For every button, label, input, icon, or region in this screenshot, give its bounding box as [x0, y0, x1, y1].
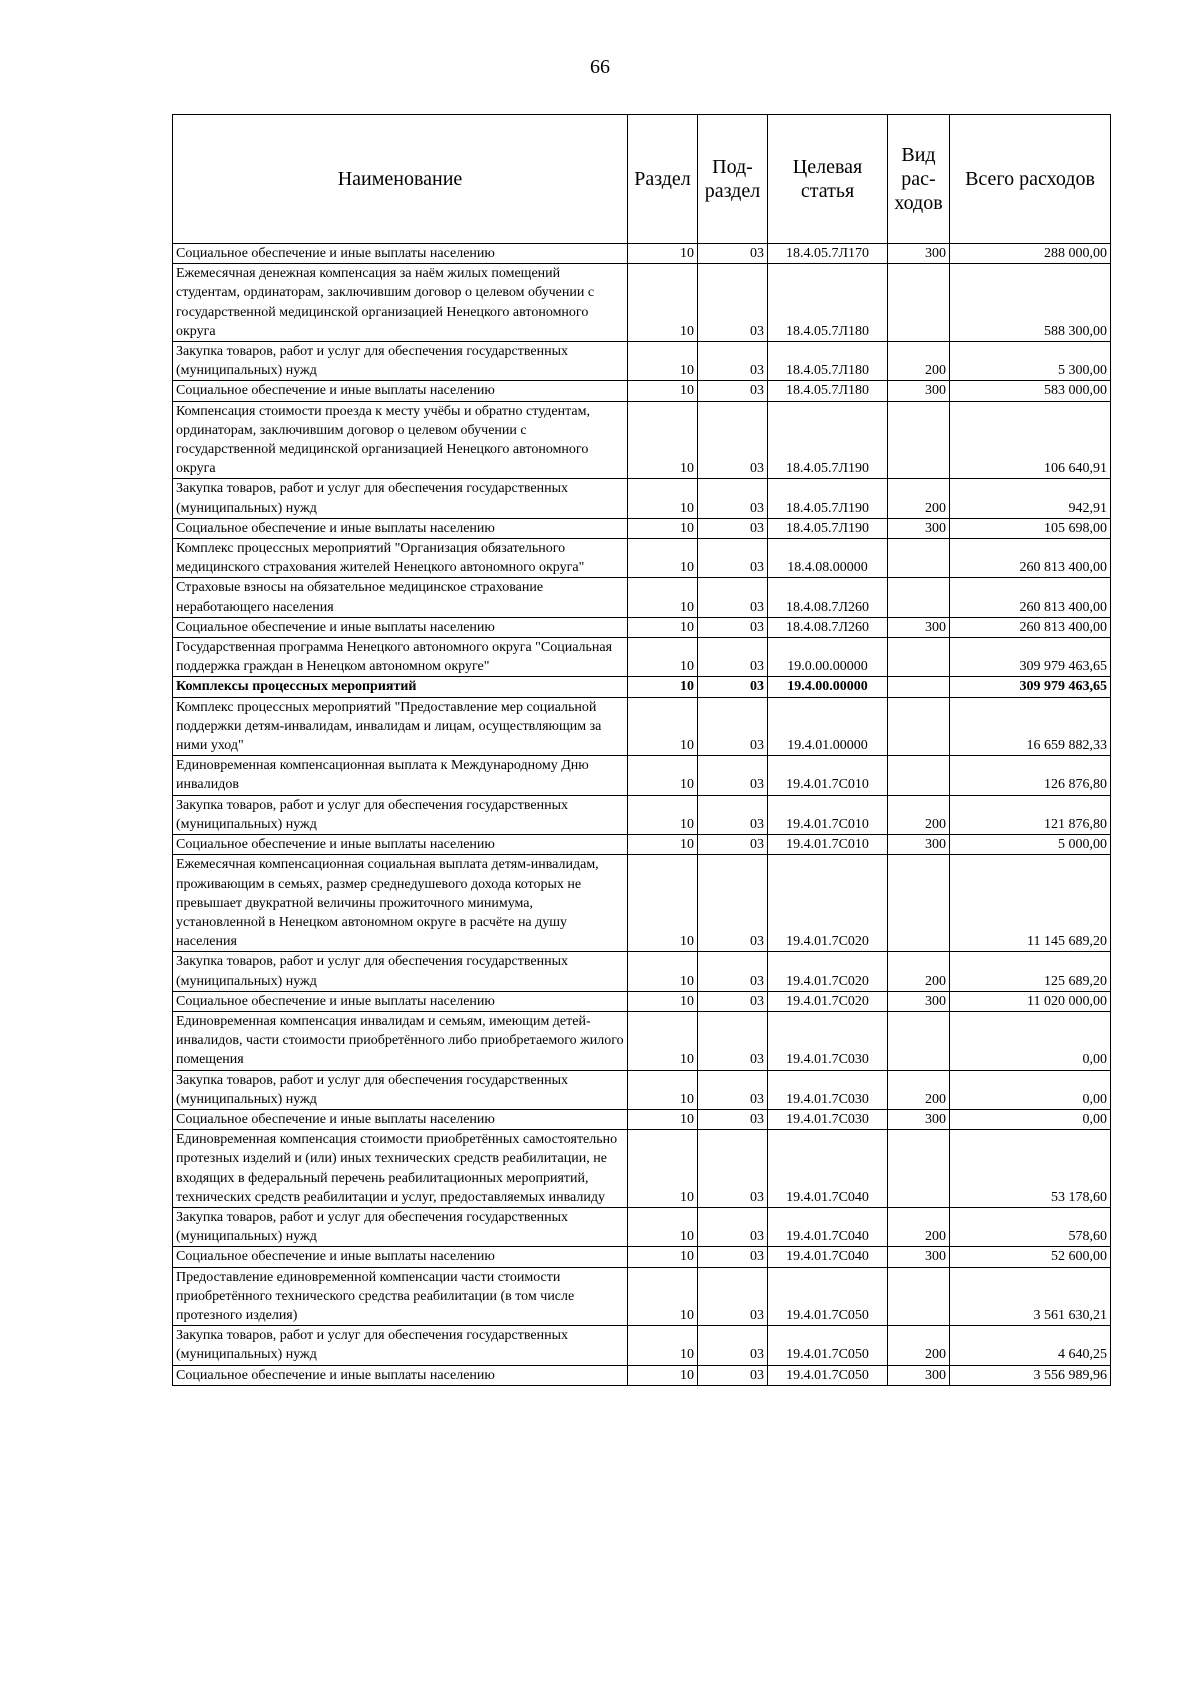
cell-subsection: 03	[698, 1365, 768, 1385]
table-row	[173, 952, 1111, 991]
cell-section: 10	[628, 1130, 698, 1208]
cell-section: 10	[628, 756, 698, 795]
cell-subsection: 03	[698, 578, 768, 617]
cell-name: Социальное обеспечение и иные выплаты населению	[173, 518, 628, 538]
cell-kind: 300	[888, 518, 950, 538]
cell-section: 10	[628, 518, 698, 538]
cell-target: 18.4.05.7Л180	[768, 264, 888, 342]
cell-target: 19.4.01.7С020	[768, 855, 888, 952]
table-body	[173, 244, 1111, 1386]
cell-subsection: 03	[698, 677, 768, 697]
table-row	[173, 342, 1111, 381]
cell-total: 288 000,00	[950, 244, 1111, 264]
cell-subsection: 03	[698, 638, 768, 677]
cell-name: Предоставление единовременной компенсации части стоимости приобретённого технического средства реабилитации (в том числе протезного изделия)	[173, 1267, 628, 1326]
cell-name: Страховые взносы на обязательное медицинское страхование неработающего населения	[173, 578, 628, 617]
cell-total: 3 561 630,21	[950, 1267, 1111, 1326]
cell-name: Закупка товаров, работ и услуг для обеспечения государственных (муниципальных) нужд	[173, 795, 628, 834]
cell-subsection: 03	[698, 539, 768, 578]
cell-subsection: 03	[698, 1130, 768, 1208]
cell-section: 10	[628, 1267, 698, 1326]
cell-section: 10	[628, 1326, 698, 1365]
cell-subsection: 03	[698, 381, 768, 401]
cell-subsection: 03	[698, 1109, 768, 1129]
cell-kind	[888, 1011, 950, 1070]
table-row	[173, 1207, 1111, 1246]
cell-target: 19.4.01.00000	[768, 697, 888, 756]
cell-name: Комплекс процессных мероприятий "Предоставление мер социальной поддержки детям-инвалидам, инвалидам и лицам, осуществляющим за ними уход"	[173, 697, 628, 756]
header-kind	[888, 115, 950, 244]
cell-name: Компенсация стоимости проезда к месту учёбы и обратно студентам, ординаторам, заключившим договор о целевом обучении с государственной медицинской организацией Ненецкого автономного округа	[173, 401, 628, 479]
table-row	[173, 401, 1111, 479]
cell-target: 19.4.01.7С040	[768, 1207, 888, 1246]
table-row	[173, 756, 1111, 795]
cell-kind	[888, 638, 950, 677]
cell-kind	[888, 1267, 950, 1326]
table-row	[173, 1326, 1111, 1365]
cell-kind: 300	[888, 244, 950, 264]
header-kind-text: Вид рас- ходов	[894, 144, 943, 214]
cell-section: 10	[628, 539, 698, 578]
cell-name: Социальное обеспечение и иные выплаты населению	[173, 1109, 628, 1129]
cell-target: 19.0.00.00000	[768, 638, 888, 677]
table-row	[173, 835, 1111, 855]
cell-name: Социальное обеспечение и иные выплаты населению	[173, 835, 628, 855]
cell-subsection: 03	[698, 835, 768, 855]
cell-name: Комплекс процессных мероприятий "Организация обязательного медицинского страхования жителей Ненецкого автономного округа"	[173, 539, 628, 578]
cell-total: 11 020 000,00	[950, 991, 1111, 1011]
cell-section: 10	[628, 677, 698, 697]
cell-name: Социальное обеспечение и иные выплаты населению	[173, 991, 628, 1011]
cell-target: 19.4.01.7С010	[768, 795, 888, 834]
cell-total: 11 145 689,20	[950, 855, 1111, 952]
table-row	[173, 991, 1111, 1011]
table-row	[173, 264, 1111, 342]
cell-kind: 300	[888, 381, 950, 401]
cell-target: 19.4.01.7С020	[768, 952, 888, 991]
cell-section: 10	[628, 1109, 698, 1129]
cell-target: 19.4.01.7С030	[768, 1011, 888, 1070]
table-row	[173, 855, 1111, 952]
cell-target: 18.4.05.7Л180	[768, 381, 888, 401]
table-row	[173, 244, 1111, 264]
cell-kind: 200	[888, 1326, 950, 1365]
cell-kind	[888, 855, 950, 952]
cell-subsection: 03	[698, 342, 768, 381]
cell-name: Социальное обеспечение и иные выплаты населению	[173, 1247, 628, 1267]
header-name: Наименование	[173, 115, 628, 244]
cell-kind	[888, 539, 950, 578]
cell-name: Закупка товаров, работ и услуг для обеспечения государственных (муниципальных) нужд	[173, 1326, 628, 1365]
cell-total: 0,00	[950, 1109, 1111, 1129]
table-row	[173, 1247, 1111, 1267]
cell-section: 10	[628, 991, 698, 1011]
table-row	[173, 677, 1111, 697]
cell-target: 18.4.05.7Л190	[768, 401, 888, 479]
cell-total: 578,60	[950, 1207, 1111, 1246]
cell-subsection: 03	[698, 401, 768, 479]
cell-kind	[888, 264, 950, 342]
cell-target: 19.4.01.7С050	[768, 1326, 888, 1365]
header-total: Всего расходов	[950, 115, 1111, 244]
cell-section: 10	[628, 1365, 698, 1385]
cell-kind: 300	[888, 835, 950, 855]
cell-subsection: 03	[698, 1070, 768, 1109]
cell-name: Закупка товаров, работ и услуг для обеспечения государственных (муниципальных) нужд	[173, 952, 628, 991]
cell-total: 309 979 463,65	[950, 677, 1111, 697]
cell-subsection: 03	[698, 518, 768, 538]
table-row	[173, 1267, 1111, 1326]
table-row	[173, 1130, 1111, 1208]
cell-kind: 200	[888, 1207, 950, 1246]
cell-subsection: 03	[698, 244, 768, 264]
cell-section: 10	[628, 264, 698, 342]
cell-total: 16 659 882,33	[950, 697, 1111, 756]
cell-name: Закупка товаров, работ и услуг для обеспечения государственных (муниципальных) нужд	[173, 342, 628, 381]
cell-total: 5 000,00	[950, 835, 1111, 855]
cell-target: 19.4.01.7С050	[768, 1365, 888, 1385]
cell-section: 10	[628, 617, 698, 637]
cell-name: Закупка товаров, работ и услуг для обеспечения государственных (муниципальных) нужд	[173, 1070, 628, 1109]
cell-target: 18.4.05.7Л190	[768, 518, 888, 538]
cell-section: 10	[628, 479, 698, 518]
cell-name: Социальное обеспечение и иные выплаты населению	[173, 244, 628, 264]
cell-total: 260 813 400,00	[950, 578, 1111, 617]
cell-total: 5 300,00	[950, 342, 1111, 381]
cell-total: 105 698,00	[950, 518, 1111, 538]
cell-total: 260 813 400,00	[950, 617, 1111, 637]
cell-name: Социальное обеспечение и иные выплаты населению	[173, 1365, 628, 1385]
cell-subsection: 03	[698, 795, 768, 834]
cell-subsection: 03	[698, 855, 768, 952]
cell-section: 10	[628, 795, 698, 834]
table-row	[173, 795, 1111, 834]
cell-total: 0,00	[950, 1011, 1111, 1070]
cell-kind	[888, 697, 950, 756]
cell-kind: 300	[888, 617, 950, 637]
cell-target: 19.4.01.7С050	[768, 1267, 888, 1326]
cell-total: 3 556 989,96	[950, 1365, 1111, 1385]
table-row	[173, 1365, 1111, 1385]
cell-total: 583 000,00	[950, 381, 1111, 401]
table-row	[173, 381, 1111, 401]
cell-kind: 200	[888, 479, 950, 518]
cell-kind: 200	[888, 952, 950, 991]
cell-total: 260 813 400,00	[950, 539, 1111, 578]
cell-subsection: 03	[698, 1207, 768, 1246]
cell-subsection: 03	[698, 479, 768, 518]
table-row	[173, 578, 1111, 617]
cell-subsection: 03	[698, 1267, 768, 1326]
cell-subsection: 03	[698, 991, 768, 1011]
cell-target: 19.4.01.7С040	[768, 1130, 888, 1208]
table-row	[173, 617, 1111, 637]
cell-kind: 300	[888, 1109, 950, 1129]
table-row	[173, 1011, 1111, 1070]
cell-subsection: 03	[698, 1326, 768, 1365]
table-row	[173, 539, 1111, 578]
cell-total: 942,91	[950, 479, 1111, 518]
cell-target: 19.4.01.7С010	[768, 835, 888, 855]
cell-subsection: 03	[698, 264, 768, 342]
cell-target: 18.4.05.7Л170	[768, 244, 888, 264]
cell-subsection: 03	[698, 952, 768, 991]
cell-section: 10	[628, 855, 698, 952]
cell-total: 588 300,00	[950, 264, 1111, 342]
cell-name: Социальное обеспечение и иные выплаты населению	[173, 617, 628, 637]
cell-section: 10	[628, 835, 698, 855]
header-section: Раздел	[628, 115, 698, 244]
cell-target: 19.4.01.7С020	[768, 991, 888, 1011]
cell-name: Ежемесячная денежная компенсация за наём жилых помещений студентам, ординаторам, заключившим договор о целевом обучении с государственной медицинской организацией Ненецкого автономного округа	[173, 264, 628, 342]
budget-table	[172, 114, 1111, 1386]
table-row	[173, 479, 1111, 518]
cell-name: Единовременная компенсация стоимости приобретённых самостоятельно протезных изделий и (или) иных технических средств реабилитации, не входящих в федеральный перечень реабилитационных мероприятий, технических средств реабилитации и услуг, предоставляемых инвалиду	[173, 1130, 628, 1208]
cell-target: 18.4.08.00000	[768, 539, 888, 578]
cell-section: 10	[628, 1247, 698, 1267]
cell-target: 18.4.08.7Л260	[768, 617, 888, 637]
cell-name: Комплексы процессных мероприятий	[173, 677, 628, 697]
cell-section: 10	[628, 401, 698, 479]
header-subsection	[698, 115, 768, 244]
cell-total: 106 640,91	[950, 401, 1111, 479]
cell-target: 19.4.01.7С040	[768, 1247, 888, 1267]
cell-section: 10	[628, 381, 698, 401]
cell-kind: 200	[888, 342, 950, 381]
cell-target: 19.4.01.7С030	[768, 1070, 888, 1109]
cell-section: 10	[628, 1011, 698, 1070]
cell-subsection: 03	[698, 1247, 768, 1267]
cell-total: 52 600,00	[950, 1247, 1111, 1267]
cell-section: 10	[628, 697, 698, 756]
table-row	[173, 518, 1111, 538]
cell-kind	[888, 756, 950, 795]
cell-kind: 300	[888, 1247, 950, 1267]
cell-total: 121 876,80	[950, 795, 1111, 834]
cell-name: Единовременная компенсационная выплата к Международному Дню инвалидов	[173, 756, 628, 795]
cell-section: 10	[628, 244, 698, 264]
cell-subsection: 03	[698, 1011, 768, 1070]
cell-section: 10	[628, 342, 698, 381]
page-number: 66	[590, 56, 610, 78]
cell-subsection: 03	[698, 697, 768, 756]
table-row	[173, 1109, 1111, 1129]
cell-section: 10	[628, 1070, 698, 1109]
cell-name: Социальное обеспечение и иные выплаты населению	[173, 381, 628, 401]
cell-target: 18.4.05.7Л180	[768, 342, 888, 381]
cell-kind: 200	[888, 1070, 950, 1109]
header-target	[768, 115, 888, 244]
cell-target: 19.4.00.00000	[768, 677, 888, 697]
cell-section: 10	[628, 578, 698, 617]
cell-name: Государственная программа Ненецкого автономного округа "Социальная поддержка граждан в Ненецком автономном округе"	[173, 638, 628, 677]
cell-section: 10	[628, 1207, 698, 1246]
cell-kind: 300	[888, 991, 950, 1011]
cell-target: 19.4.01.7С030	[768, 1109, 888, 1129]
cell-kind: 200	[888, 795, 950, 834]
header-target-text: Целевая статья	[792, 156, 863, 202]
cell-subsection: 03	[698, 756, 768, 795]
cell-total: 125 689,20	[950, 952, 1111, 991]
header-subsection-text: Под- раздел	[704, 156, 761, 202]
cell-subsection: 03	[698, 617, 768, 637]
table-row	[173, 638, 1111, 677]
cell-total: 309 979 463,65	[950, 638, 1111, 677]
cell-total: 0,00	[950, 1070, 1111, 1109]
cell-kind: 300	[888, 1365, 950, 1385]
cell-name: Единовременная компенсация инвалидам и семьям, имеющим детей-инвалидов, части стоимости приобретённого либо приобретаемого жилого помещения	[173, 1011, 628, 1070]
cell-target: 18.4.05.7Л190	[768, 479, 888, 518]
cell-section: 10	[628, 952, 698, 991]
cell-target: 19.4.01.7С010	[768, 756, 888, 795]
cell-name: Закупка товаров, работ и услуг для обеспечения государственных (муниципальных) нужд	[173, 479, 628, 518]
cell-kind	[888, 401, 950, 479]
table-row	[173, 697, 1111, 756]
cell-kind	[888, 1130, 950, 1208]
cell-total: 53 178,60	[950, 1130, 1111, 1208]
cell-name: Ежемесячная компенсационная социальная выплата детям-инвалидам, проживающим в семьях, размер среднедушевого дохода которых не превышает двукратной величины прожиточного минимума, установленной в Ненецком автономном округе в расчёте на душу населения	[173, 855, 628, 952]
table-header-row	[173, 115, 1111, 244]
cell-section: 10	[628, 638, 698, 677]
cell-kind	[888, 578, 950, 617]
cell-total: 4 640,25	[950, 1326, 1111, 1365]
cell-target: 18.4.08.7Л260	[768, 578, 888, 617]
cell-kind	[888, 677, 950, 697]
table-row	[173, 1070, 1111, 1109]
cell-name: Закупка товаров, работ и услуг для обеспечения государственных (муниципальных) нужд	[173, 1207, 628, 1246]
cell-total: 126 876,80	[950, 756, 1111, 795]
